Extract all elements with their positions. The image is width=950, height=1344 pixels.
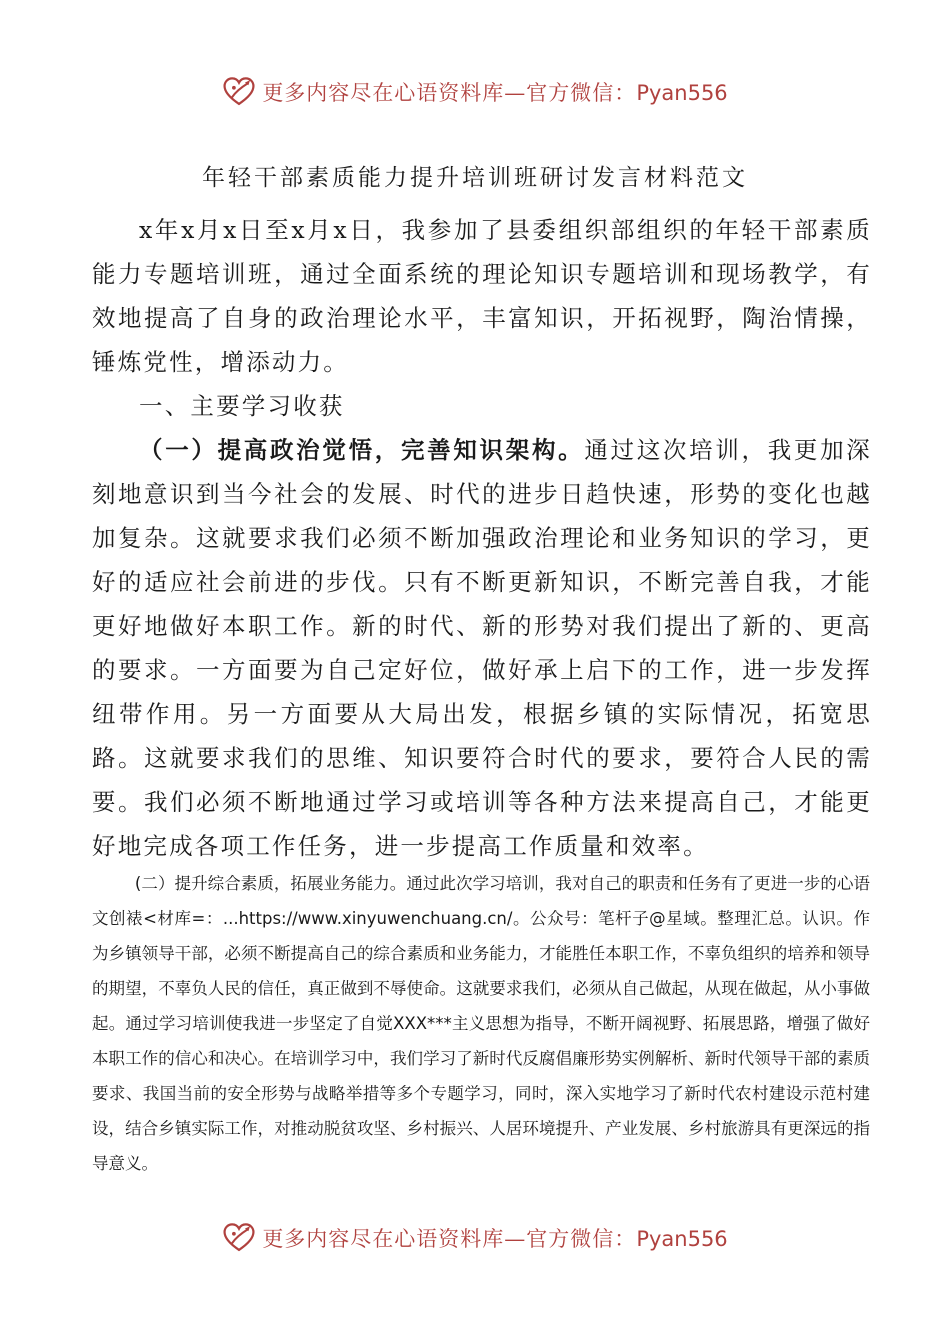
document-title: 年轻干部素质能力提升培训班研讨发言材料范文 (202, 165, 748, 191)
paragraph-1-text: 通过这次培训，我更加深刻地意识到当今社会的发展、时代的进步日趋快速，形势的变化也越加复杂。这就要求我们必须不断加强政治理论和业务知识的学习，更好的适应社会前进的步伐。只有不断更新知识，不断完善自我，才能更好地做好本职工作。新的时代、新的形势对我们提出了新的、更高的要求。一方面要为自己定好位，做好承上启下的工作，进一步发挥纽带作用。另一方面要从大局出发，根据乡镇的实际情况，拓宽思路。这就要求我们的思维、知识要符合时代的要求，要符合人民的需要。我们必须不断地通过学习或培训等各种方法来提高自己，才能更好地完成各项工作任务，进一步提高工作质量和效率。 (92, 436, 873, 860)
banner-text: 更多内容尽在心语资料库—官方微信： (262, 81, 637, 105)
intro-paragraph: x年x月x日至x月x日，我参加了县委组织部组织的年轻干部素质能力专题培训班，通过全面系统的理论知识专题培训和现场教学，有效地提高了自身的政治理论水平，丰富知识，开拓视野，陶治情操，锤炼党性，增添动力。 (92, 216, 872, 376)
banner-wechat-id: Pyan556 (636, 81, 728, 105)
paragraph-1 (92, 428, 872, 868)
paragraph-1-lead: （一）提高政治觉悟，完善知识架构。 (139, 436, 585, 464)
heart-pen-logo-icon (222, 1221, 256, 1255)
header-banner (0, 70, 950, 114)
document-body (92, 208, 872, 868)
paragraph-2: (二）提升综合素质，拓展业务能力。通过此次学习培训，我对自己的职责和任务有了更进一步的心语文创裱<材库=：...https://www.xinyuwenchuang.cn/。公众号：笔杆子@星域。整理汇总。认识。作为乡镇领导干部，必须不断提高自己的综合素质和业务能力，才能胜任本职工作，不辜负组织的培养和领导的期望，不辜负人民的信任，真正做到不辱使命。这就要求我们，必须从自己做起，从现在做起，从小事做起。通过学习培训使我进一步坚定了自觉XXX***主义思想为指导，不断开阔视野、拓展思路，增强了做好本职工作的信心和决心。在培训学习中，我们学习了新时代反腐倡廉形势实例解析、新时代领导干部的素质要求、我国当前的安全形势与战略举措等多个专题学习，同时，深入实地学习了新时代农村建设示范村建设，结合乡镇实际工作，对推动脱贫攻坚、乡村振兴、人居环境提升、产业发展、乡村旅游具有更深远的指导意义。 (92, 874, 870, 1173)
footer-banner (0, 1216, 950, 1260)
heart-pen-logo-icon (222, 75, 256, 109)
section-heading: 一、主要学习收获 (139, 392, 345, 420)
banner-text: 更多内容尽在心语资料库—官方微信： (262, 1227, 637, 1251)
banner-wechat-id: Pyan556 (636, 1227, 728, 1251)
document-body-small (92, 866, 870, 1181)
